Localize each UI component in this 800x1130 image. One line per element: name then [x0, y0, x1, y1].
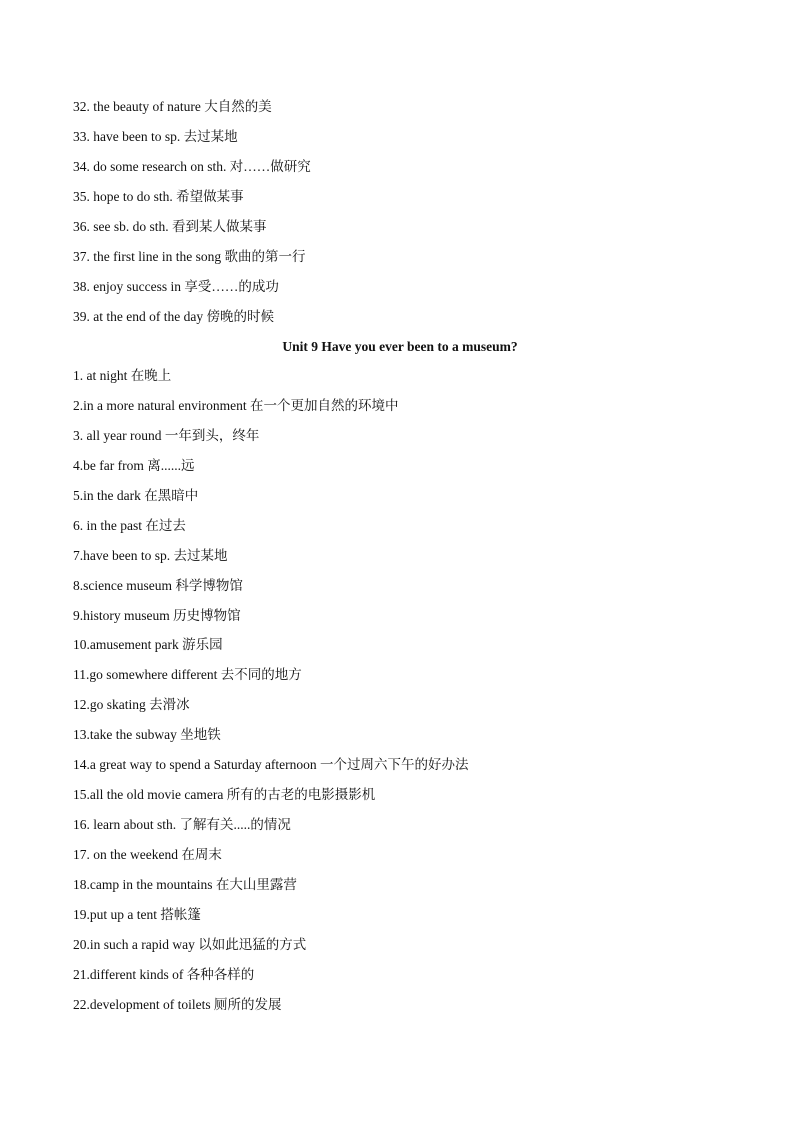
unit9-phrase-list: [73, 365, 753, 1024]
phrase-item-20: 20.in such a rapid way 以如此迅猛的方式: [73, 936, 307, 952]
unit-heading: Unit 9 Have you ever been to a museum?: [282, 339, 518, 354]
phrase-item-14: 14.a great way to spend a Saturday afternoon 一个过周六下午的好办法: [73, 757, 469, 773]
phrase-item-37: 37. the first line in the song 歌曲的第一行: [73, 248, 306, 264]
phrase-item-21: 21.different kinds of 各种各样的: [73, 966, 255, 982]
phrase-item-6: 6. in the past 在过去: [73, 517, 186, 533]
phrase-item-1: 1. at night 在晚上: [73, 368, 172, 383]
phrase-item-9: 9.history museum 历史博物馆: [73, 607, 241, 623]
phrase-item-10: 10.amusement park 游乐园: [73, 637, 223, 653]
phrase-item-19: 19.put up a tent 搭帐篷: [73, 906, 201, 922]
phrase-item-15: 15.all the old movie camera 所有的古老的电影摄影机: [73, 787, 376, 803]
phrase-item-32: 32. the beauty of nature 大自然的美: [73, 99, 272, 114]
phrase-item-22: 22.development of toilets 厕所的发展: [73, 996, 282, 1012]
phrase-item-34: 34. do some research on sth. 对……做研究: [73, 158, 311, 174]
phrase-item-36: 36. see sb. do sth. 看到某人做某事: [73, 218, 267, 234]
phrase-item-13: 13.take the subway 坐地铁: [73, 727, 221, 743]
phrase-item-8: 8.science museum 科学博物馆: [73, 577, 243, 593]
phrase-item-4: 4.be far from 离......远: [73, 457, 195, 473]
phrase-item-18: 18.camp in the mountains 在大山里露营: [73, 876, 297, 892]
phrase-item-3: 3. all year round 一年到头，终年: [73, 427, 260, 443]
phrase-item-12: 12.go skating 去滑冰: [73, 697, 190, 713]
phrase-item-35: 35. hope to do sth. 希望做某事: [73, 188, 244, 204]
phrase-item-16: 16. learn about sth. 了解有关.....的情况: [73, 817, 291, 833]
phrase-item-7: 7.have been to sp. 去过某地: [73, 547, 228, 563]
previous-unit-phrase-list: [73, 96, 753, 336]
phrase-item-5: 5.in the dark 在黑暗中: [73, 487, 199, 503]
phrase-item-38: 38. enjoy success in 享受……的成功: [73, 278, 279, 294]
phrase-item-11: 11.go somewhere different 去不同的地方: [73, 667, 302, 683]
phrase-item-2: 2.in a more natural environment 在一个更加自然的环境中: [73, 397, 399, 413]
phrase-item-17: 17. on the weekend 在周末: [73, 847, 222, 862]
phrase-item-39: 39. at the end of the day 傍晚的时候: [73, 308, 274, 324]
phrase-item-33: 33. have been to sp. 去过某地: [73, 128, 238, 144]
